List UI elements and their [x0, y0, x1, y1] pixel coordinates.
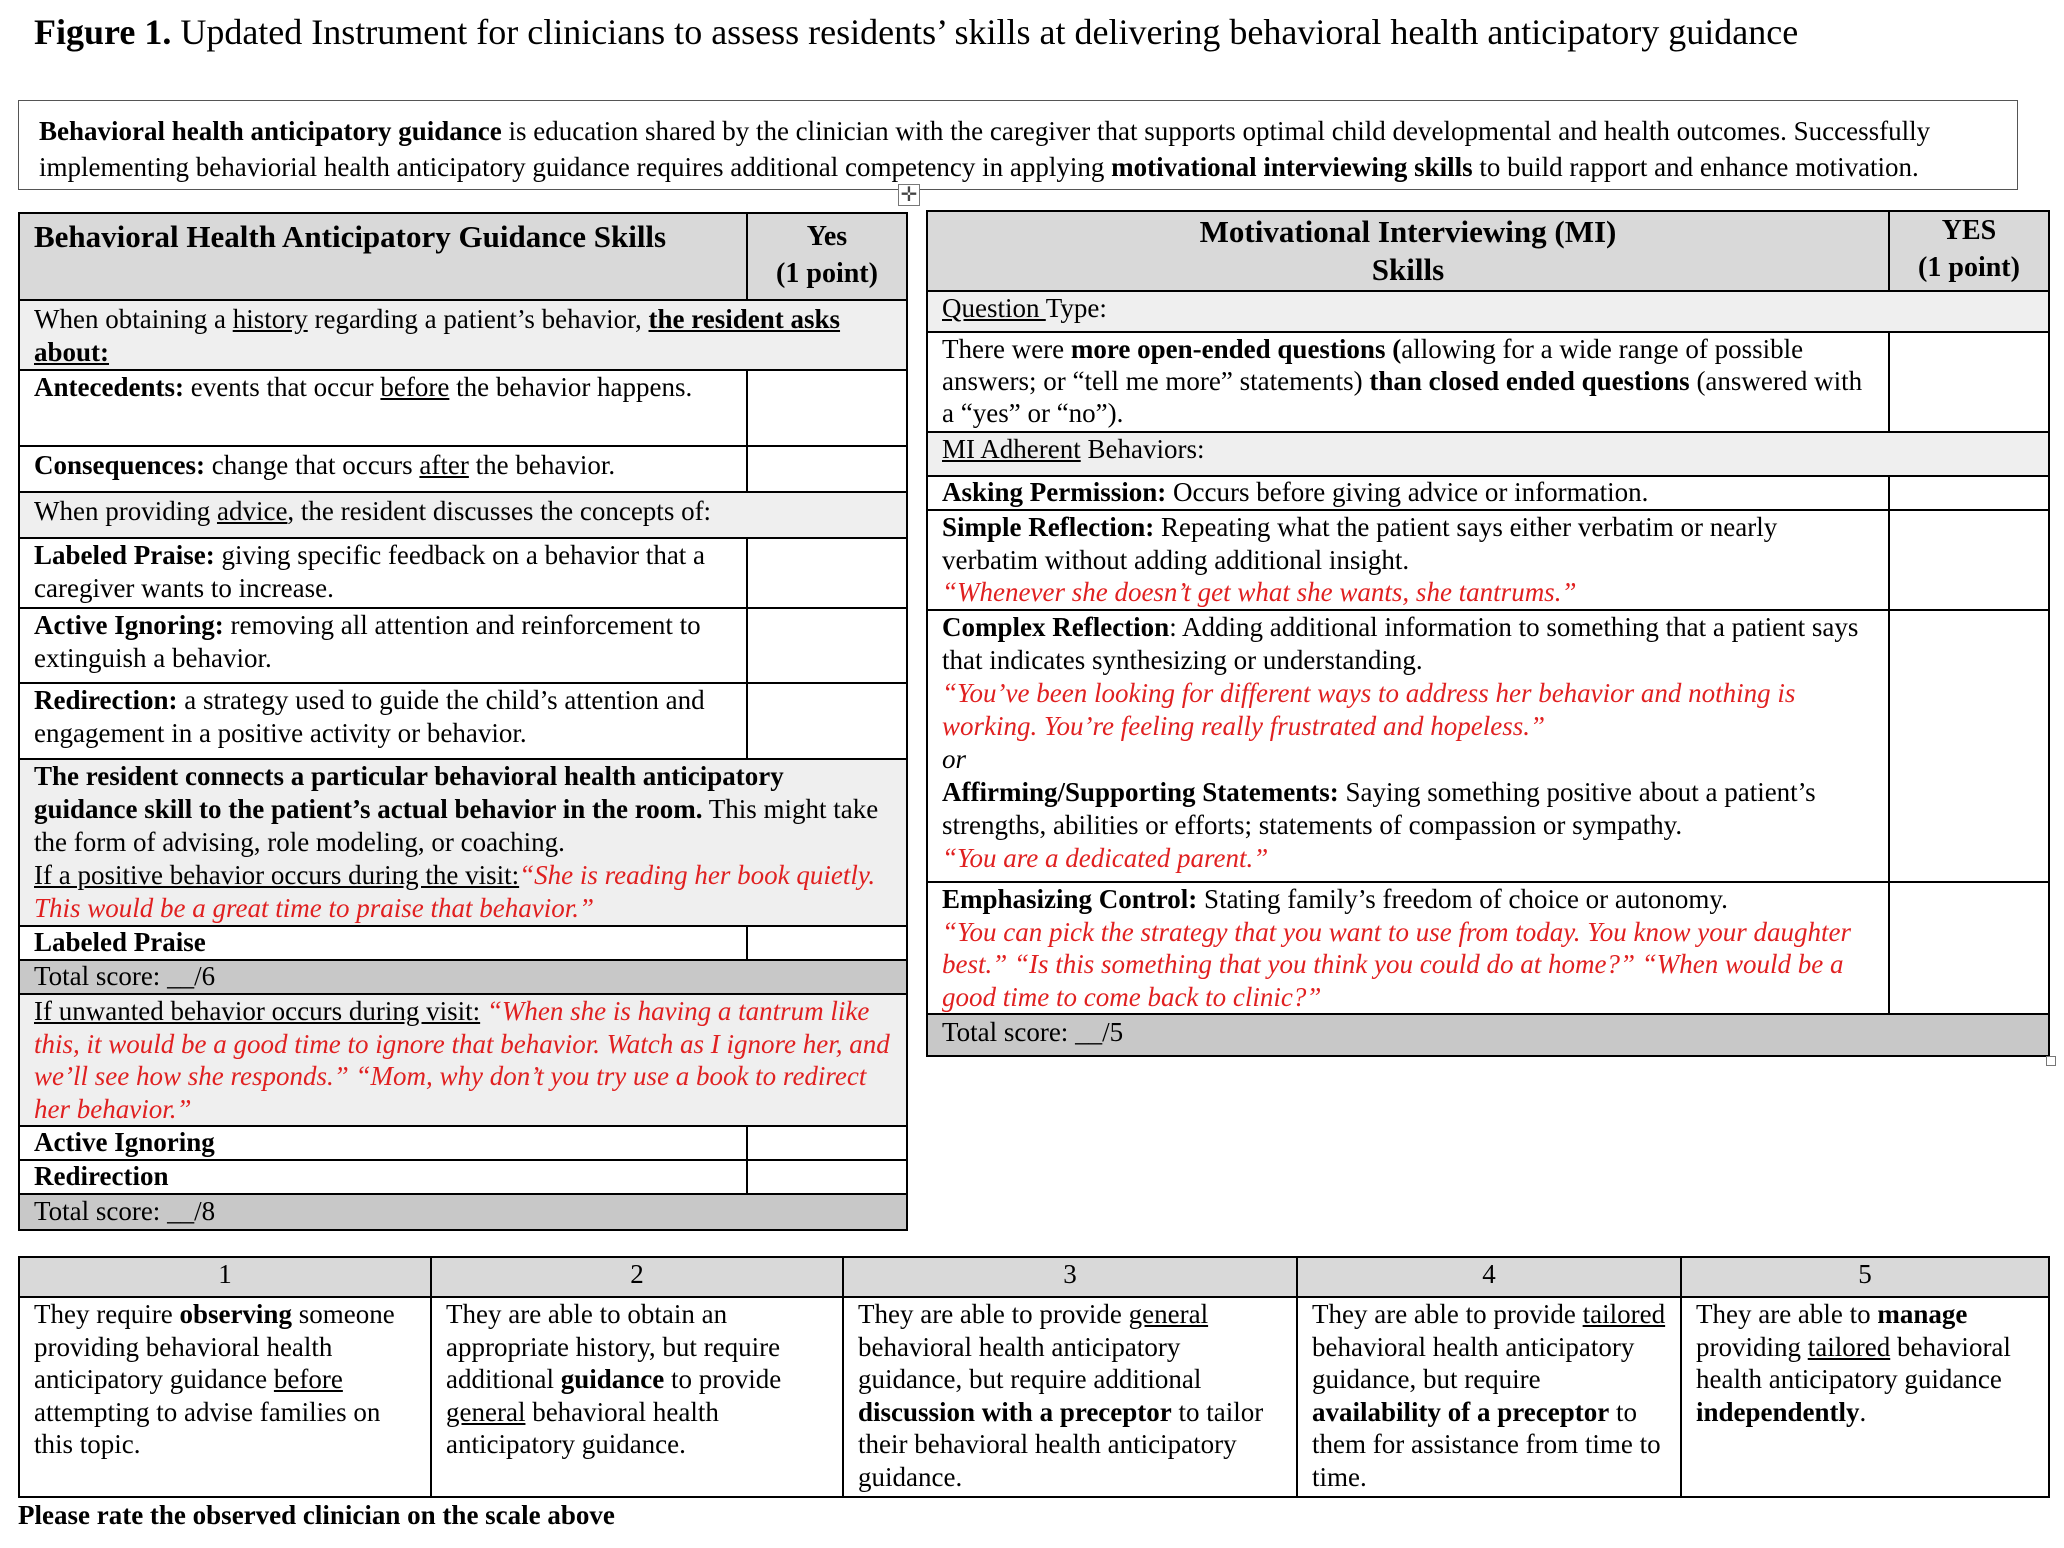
emphasizing-quote: “You can pick the strategy that you want to use from today. You know your daughter best.” “Is this something that you think you could do at home?” “When would be a good time to come back to clinic?”: [942, 916, 1851, 1012]
left-yes-header: Yes (1 point): [747, 213, 907, 300]
rating-scale-table: [18, 1256, 2050, 1498]
emphasizing-control-row: [927, 882, 1889, 1014]
advice-text-a: When providing: [34, 496, 217, 526]
move-icon[interactable]: ✛: [898, 184, 920, 206]
redirection-row: [19, 683, 747, 759]
resize-handle[interactable]: [2046, 1056, 2056, 1066]
l3-a: They are able to provide: [858, 1299, 1129, 1329]
history-text-b: history: [232, 304, 308, 334]
advice-text-b: advice: [216, 496, 288, 526]
redirection-text: a strategy used to guide the child’s attention and engagement in a positive activity or behavior.: [34, 685, 705, 748]
consequences-checkbox-cell[interactable]: [747, 446, 907, 492]
total1-label: Total score:: [34, 961, 168, 991]
labeled-praise-text: giving specific feedback on a behavior that a caregiver wants to increase.: [34, 540, 706, 603]
scale-desc-1[interactable]: [19, 1297, 431, 1497]
l5-g: .: [1859, 1396, 1867, 1427]
asking-permission-term: Asking Permission:: [942, 477, 1167, 507]
intro-text-1: is education shared by the clinician with the caregiver that supports optimal child developmental and health outcomes. Successfully implementing behaviorial health anticipatory guidance requires additional competency in applying: [39, 116, 1931, 182]
rating-instruction: Please rate the observed clinician on the scale above: [18, 1500, 615, 1530]
connects-row: [19, 759, 907, 926]
open-ended-b: more open-ended questions (: [1070, 334, 1402, 364]
redirection-term: Redirection:: [34, 685, 178, 715]
asking-permission-text: Occurs before giving advice or information.: [1166, 477, 1649, 507]
l3-e: to tailor their behavioral health anticipatory guidance.: [858, 1396, 1264, 1492]
open-ended-d: than closed ended questions: [1369, 366, 1690, 396]
scale-desc-2[interactable]: [431, 1297, 843, 1497]
total-r-label: Total score:: [942, 1017, 1076, 1047]
simple-reflection-term: Simple Reflection:: [942, 512, 1155, 542]
figure-label: Figure 1.: [34, 12, 172, 52]
l5-e: behavioral health anticipatory guidance: [1696, 1331, 2011, 1394]
scale-level-4: 4: [1297, 1257, 1681, 1297]
history-text-c: regarding a patient’s behavior,: [307, 304, 649, 334]
open-ended-checkbox-cell[interactable]: [1889, 332, 2049, 432]
open-ended-a: There were: [942, 334, 1071, 364]
question-type-row: [927, 291, 2049, 332]
total2-label: Total score:: [34, 1196, 168, 1226]
unwanted-quote: “When she is having a tantrum like this, it would be a good time to ignore that behavior. Watch as I ignore her, and we’ll see how she responds.” “Mom, why don’t you try use a book to redirect her behavior.”: [34, 996, 890, 1124]
figure-title-text: Updated Instrument for clinicians to assess residents’ skills at delivering behavioral health anticipatory guidance: [180, 12, 1799, 52]
figure-title: [34, 6, 1798, 58]
left-table-header: Behavioral Health Anticipatory Guidance Skills: [19, 213, 747, 300]
open-ended-e: (answered with a “yes” or “no”).: [942, 366, 1863, 428]
total-score-5: [927, 1014, 2049, 1056]
affirming-term: Affirming/Supporting Statements:: [942, 777, 1339, 807]
active-ignoring-item-checkbox[interactable]: [747, 1126, 907, 1160]
mi-adherent-text: Behaviors:: [1080, 434, 1205, 464]
simple-reflection-checkbox-cell[interactable]: [1889, 510, 2049, 610]
connects-quote: “She is reading her book quietly. This would be a great time to praise that behavior.”: [34, 860, 876, 923]
l4-d: availability of a preceptor: [1312, 1396, 1610, 1427]
emphasizing-control-checkbox-cell[interactable]: [1889, 882, 2049, 1014]
total-score-8: [19, 1194, 907, 1230]
antecedents-row: [19, 370, 747, 446]
total2-value: __/8: [167, 1196, 216, 1226]
intro-box: [18, 100, 2018, 190]
connects-underline: If a positive behavior occurs during the visit:: [34, 860, 520, 890]
l2-a: They are able to obtain an appropriate history, but require additional: [446, 1299, 781, 1394]
intro-text-2: to build rapport and enhance motivation.: [1472, 152, 1919, 182]
question-type-text: Type:: [1045, 293, 1107, 323]
unwanted-underline: If unwanted behavior occurs during visit:: [34, 996, 481, 1026]
total-score-6: [19, 960, 907, 994]
l5-b: manage: [1877, 1299, 1968, 1329]
l5-d: tailored: [1807, 1331, 1891, 1362]
l2-c: to provide: [664, 1364, 782, 1394]
complex-reflection-term: Complex Reflection: [942, 612, 1170, 642]
active-ignoring-item: Active Ignoring: [19, 1126, 747, 1160]
redirection-item-checkbox[interactable]: [747, 1160, 907, 1194]
consequences-row: [19, 446, 747, 492]
simple-reflection-quote: “Whenever she doesn’t get what she wants, she tantrums.”: [942, 577, 1577, 607]
l2-b: guidance: [560, 1364, 665, 1394]
total1-value: __/6: [167, 961, 216, 991]
l5-f: independently: [1696, 1396, 1860, 1427]
complex-reflection-quote: “You’ve been looking for different ways to address her behavior and nothing is working. You’re feeling really frustrated and hopeless.”: [942, 678, 1796, 741]
complex-reflection-text: : Adding additional information to something that a patient says that indicates synthesizing or understanding.: [942, 612, 1859, 675]
consequences-text-a: change that occurs: [205, 450, 420, 480]
antecedents-term: Antecedents:: [34, 372, 184, 402]
labeled-praise-row: [19, 538, 747, 608]
advice-text-c: , the resident discusses the concepts of:: [287, 496, 712, 526]
mi-adherent-row: [927, 432, 2049, 476]
active-ignoring-text: removing all attention and reinforcement to extinguish a behavior.: [34, 610, 701, 673]
asking-permission-checkbox-cell[interactable]: [1889, 476, 2049, 510]
l1-a: They require: [34, 1299, 180, 1329]
redirection-checkbox-cell[interactable]: [747, 683, 907, 759]
scale-level-3: 3: [843, 1257, 1297, 1297]
open-ended-c: allowing for a wide range of possible answers; or “tell me more” statements): [942, 334, 1804, 396]
active-ignoring-checkbox-cell[interactable]: [747, 608, 907, 683]
antecedents-text-b: before: [380, 372, 450, 402]
scale-level-2: 2: [431, 1257, 843, 1297]
reflection-affirming-checkbox-cell[interactable]: [1889, 610, 2049, 882]
labeled-praise-checkbox-cell[interactable]: [747, 538, 907, 608]
emphasizing-text: Stating family’s freedom of choice or autonomy.: [1197, 884, 1728, 914]
active-ignoring-row: [19, 608, 747, 683]
antecedents-text-a: events that occur: [183, 372, 381, 402]
labeled-praise-term: Labeled Praise:: [34, 540, 215, 570]
l3-c: behavioral health anticipatory guidance, but require additional: [858, 1331, 1202, 1394]
connects-bold: The resident connects a particular behavioral health anticipatory guidance skill to the patient’s actual behavior in the room.: [34, 761, 784, 824]
motivational-interviewing-table: [926, 210, 2050, 1057]
right-table-header: Motivational Interviewing (MI) Skills: [927, 211, 1889, 291]
open-ended-row: [927, 332, 1889, 432]
labeled-praise-item: Labeled Praise: [19, 926, 747, 960]
affirming-text: Saying something positive about a patient’s strengths, abilities or efforts; statements of compassion or sympathy.: [942, 777, 1816, 840]
labeled-praise-item-checkbox[interactable]: [747, 926, 907, 960]
l1-e: attempting to advise families on this topic.: [34, 1396, 381, 1459]
antecedents-checkbox-cell[interactable]: [747, 370, 907, 446]
scale-desc-4[interactable]: [1297, 1297, 1681, 1497]
scale-level-1: 1: [19, 1257, 431, 1297]
scale-level-5: 5: [1681, 1257, 2049, 1297]
history-row: [19, 300, 907, 370]
asking-permission-row: [927, 476, 1889, 510]
right-yes-header: YES (1 point): [1889, 211, 2049, 291]
l3-d: discussion with a preceptor: [858, 1396, 1172, 1427]
scale-desc-5[interactable]: [1681, 1297, 2049, 1497]
mi-adherent-underline: MI Adherent: [942, 434, 1081, 464]
scale-desc-3[interactable]: [843, 1297, 1297, 1497]
antecedents-text-c: the behavior happens.: [449, 372, 693, 402]
advice-row: [19, 492, 907, 538]
l4-b: tailored: [1582, 1299, 1666, 1329]
history-text-d: the resident asks about:: [34, 304, 841, 367]
unwanted-row: [19, 994, 907, 1126]
intro-term: Behavioral health anticipatory guidance: [39, 116, 502, 146]
active-ignoring-term: Active Ignoring:: [34, 610, 224, 640]
l2-e: behavioral health anticipatory guidance.: [446, 1396, 719, 1459]
connects-text: This might take the form of advising, role modeling, or coaching.: [34, 794, 879, 857]
l4-e: to them for assistance from time to time.: [1312, 1396, 1661, 1492]
consequences-term: Consequences:: [34, 450, 206, 480]
or-text: or: [942, 744, 967, 774]
history-text-a: When obtaining a: [34, 304, 233, 334]
question-type-underline: Question: [942, 293, 1046, 323]
l1-d: before: [273, 1364, 343, 1394]
l4-c: behavioral health anticipatory guidance, but require: [1312, 1331, 1635, 1394]
affirming-quote: “You are a dedicated parent.”: [942, 843, 1269, 873]
l1-c: someone providing behavioral health anticipatory guidance: [34, 1299, 395, 1394]
simple-reflection-text: Repeating what the patient says either verbatim or nearly verbatim without adding additional insight.: [942, 512, 1778, 575]
simple-reflection-row: [927, 510, 1889, 610]
intro-term-2: motivational interviewing skills: [1111, 152, 1473, 182]
total-r-value: __/5: [1075, 1017, 1124, 1047]
l3-b: general: [1128, 1299, 1209, 1329]
l5-a: They are able to: [1696, 1299, 1878, 1329]
complex-reflection-row: [927, 610, 1889, 882]
l1-b: observing: [179, 1299, 292, 1329]
consequences-text-c: the behavior.: [468, 450, 616, 480]
consequences-text-b: after: [419, 450, 469, 480]
redirection-item: Redirection: [19, 1160, 747, 1194]
l4-a: They are able to provide: [1312, 1299, 1583, 1329]
emphasizing-term: Emphasizing Control:: [942, 884, 1198, 914]
l5-c: providing: [1696, 1331, 1808, 1362]
l2-d: general: [446, 1396, 526, 1427]
anticipatory-guidance-table: [18, 212, 908, 1231]
